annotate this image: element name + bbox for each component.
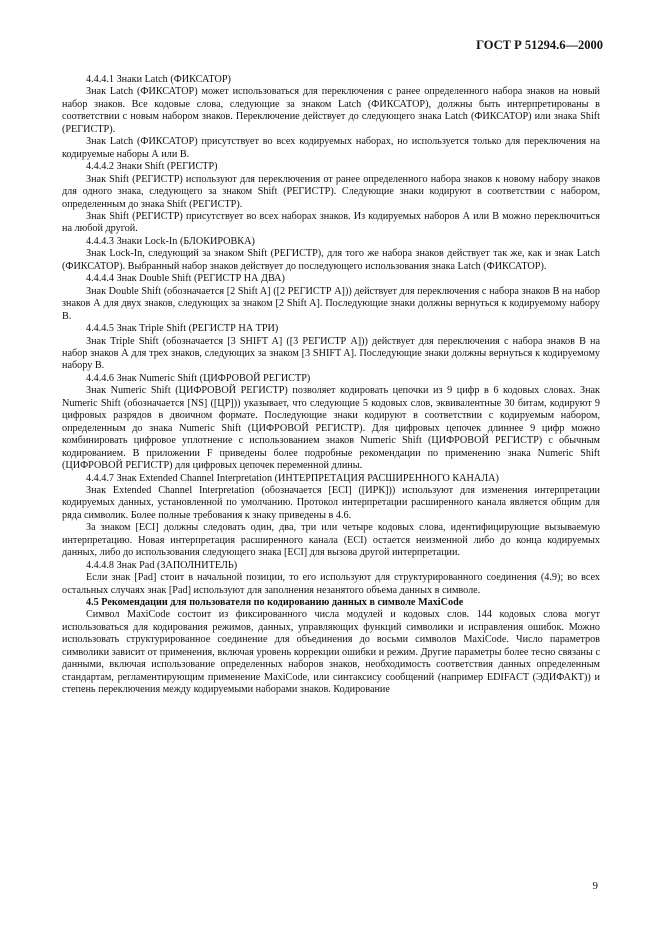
section-heading: 4.4.4.3 Знаки Lock-In (БЛОКИРОВКА): [86, 235, 255, 247]
section-heading: 4.4.4.2 Знаки Shift (РЕГИСТР): [86, 161, 218, 173]
section-title: 4.5 Рекомендации для пользователя по кодированию данных в символе MaxiCode: [86, 597, 464, 609]
paragraph: Знак Extended Channel Interpretation (обозначается [ECI] ([ИРК])) используют для изменения интерпретации кодируемых данных, установленной по умолчанию. Протокол интерпретации расширенного канала является общим для ряда символик. Более полные требования к знаку приведены в 4.6.: [62, 484, 600, 521]
paragraph: Знак Latch (ФИКСАТОР) присутствует во всех кодируемых наборах, но используется только для переключения на кодируемые наборы А или В.: [62, 136, 600, 160]
section-heading: 4.4.4.7 Знак Extended Channel Interpretation (ИНТЕРПРЕТАЦИЯ РАСШИРЕННОГО КАНАЛА): [86, 472, 499, 484]
section-heading: 4.4.4.1 Знаки Latch (ФИКСАТОР): [86, 74, 231, 85]
page-body: [62, 74, 600, 697]
section-heading: 4.4.4.8 Знак Pad (ЗАПОЛНИТЕЛЬ): [86, 559, 238, 571]
document-header: ГОСТ Р 51294.6—2000: [476, 38, 603, 52]
page-number: 9: [592, 880, 598, 892]
section-heading: 4.4.4.5 Знак Triple Shift (РЕГИСТР НА ТРИ): [86, 323, 279, 335]
paragraph: Знак Shift (РЕГИСТР) присутствует во всех наборах знаков. Из кодируемых наборов А или В можно переключиться на любой другой.: [62, 210, 600, 235]
paragraph: Знак Shift (РЕГИСТР) используют для переключения от ранее определенного набора знаков к новому набору знаков для одного знака, следующего за знаком Shift (РЕГИСТР). Следующие знаки кодируют в соответствии с набором, определенным до знака Shift (РЕГИСТР).: [62, 173, 600, 210]
paragraph: Знак Double Shift (обозначается [2 Shift A] ([2 РЕГИСТР А])) действует для переключения с набора знаков В на набор знаков А для двух знаков, следующих за знаком [2 Shift A]. Последующие знаки должны вернуться к кодируемому набору В.: [62, 285, 600, 322]
paragraph: Символ MaxiCode состоит из фиксированного числа модулей и кодовых слов. 144 кодовых слова могут использоваться для кодирования режимов, данных, управляющих функций символики и исправления ошибок. Можно использовать структурированное соединение для объединения до восьми символов MaxiCode. Число параметров символики зависит от применения, включая уровень коррекции ошибки и режим. Другие параметры более тесно связаны с данными, включая использование определенных наборов знаков, необходимость соответствия данных определенным стандартам, регламентирующим применение MaxiCode, или синтаксису сообщений (например EDIFACT (ЭДИФАКТ)) и степень переключения между кодируемыми наборами знаков. Кодирование: [62, 609, 600, 696]
paragraph: Если знак [Pad] стоит в начальной позиции, то его используют для структурированного соединения (4.9); во всех остальных случаях знак [Pad] используют для заполнения незанятого объема данных в символе.: [62, 572, 600, 596]
section-heading: 4.4.4.6 Знак Numeric Shift (ЦИФРОВОЙ РЕГИСТР): [86, 372, 311, 384]
paragraph: Знак Latch (ФИКСАТОР) может использоваться для переключения с ранее определенного набора знаков на новый набор знаков. Все кодовые слова, следующие за знаком Latch (ФИКСАТОР), должны быть интерпретированы в соответствии с новым набором знаков. Переключение действует до следующего знака Latch (ФИКСАТОР) или знака Shift (РЕГИСТР).: [62, 86, 600, 135]
section-heading: 4.4.4.4 Знак Double Shift (РЕГИСТР НА ДВА): [86, 273, 285, 285]
paragraph: Знак Triple Shift (обозначается [3 SHIFT A] ([3 РЕГИСТР А])) действует для переключения с набора знаков В на набор знаков А для трех знаков, следующих за знаком [3 SHIFT A]. Последующие знаки должны вернуться к кодируемому набору В.: [62, 335, 600, 372]
paragraph: За знаком [ECI] должны следовать один, два, три или четыре кодовых слова, идентифицирующие вызываемую интерпретацию. Новая интерпретация расширенного канала (ECI) остается неизменной либо до конца кодируемых данных, либо до использования следующего знака [ECI] для вызова другой интерпретации.: [62, 522, 600, 559]
paragraph: Знак Lock-In, следующий за знаком Shift (РЕГИСТР), для того же набора знаков действует так же, как и знак Latch (ФИКСАТОР). Выбранный набор знаков действует до последующего использования знака Latch (ФИКСАТОР).: [62, 248, 600, 272]
paragraph: Знак Numeric Shift (ЦИФРОВОЙ РЕГИСТР) позволяет кодировать цепочки из 9 цифр в 6 кодовых словах. Знак Numeric Shift (обозначается [NS] ([ЦР])) указывает, что следующие 5 кодовых слов, эквивалентные 30 битам, кодируют 9 цифровых разрядов в двоичном формате. Последующие знаки кодируют в соответствии с кодируемым набором, определенным до знака Numeric Shift (ЦИФРОВОЙ РЕГИСТР). Для цифровых цепочек длиннее 9 цифр можно комбинировать цифровое уплотнение с использованием знаков Numeric Shift (ЦИФРОВОЙ РЕГИСТР) с обычным кодированием. В приложении F приведены более подробные рекомендации по применению знака Numeric Shift (ЦИФРОВОЙ РЕГИСТР) для цифровых цепочек переменной длины.: [62, 385, 600, 472]
